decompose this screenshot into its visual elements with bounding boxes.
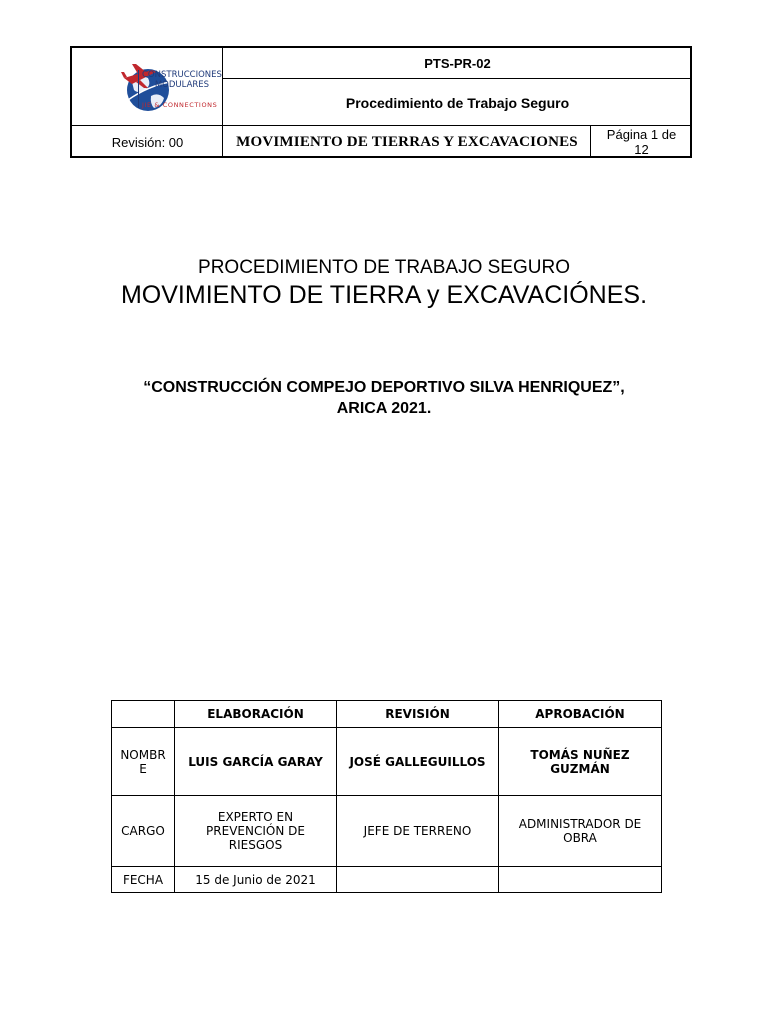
table-cell	[337, 867, 499, 893]
document-header	[70, 46, 692, 158]
header-divider	[72, 125, 692, 126]
cell-line: EXPERTO EN	[217, 810, 294, 824]
document-title-line2: MOVIMIENTO DE TIERRA y EXCAVACIÓNES.	[120, 281, 648, 309]
cell-line: OBRA	[563, 831, 597, 845]
row-label: FECHA	[112, 867, 175, 893]
document-code: PTS-PR-02	[424, 56, 491, 71]
logo-divider	[138, 70, 139, 108]
document-title-line1: PROCEDIMIENTO DE TRABAJO SEGURO	[198, 257, 570, 278]
row-label	[112, 728, 175, 796]
table-header-cell: ELABORACIÓN	[175, 701, 337, 728]
cell-line: GUZMÁN	[550, 761, 610, 776]
project-name	[60, 377, 708, 419]
table-cell	[175, 796, 337, 867]
header-divider	[590, 126, 591, 158]
procedure-name: Procedimiento de Trabajo Seguro	[345, 94, 570, 111]
row-label-line: E	[139, 761, 147, 776]
page-number-line2: 12	[634, 142, 649, 157]
logo-mark	[78, 60, 222, 116]
table-header-cell: APROBACIÓN	[499, 701, 662, 728]
table-cell: JEFE DE TERRENO	[337, 796, 499, 867]
cell-line: RIESGOS	[228, 838, 283, 852]
header-divider	[222, 48, 223, 158]
row-label-line: NOMBR	[120, 747, 166, 762]
table-row	[112, 701, 662, 728]
table-cell	[499, 867, 662, 893]
table-cell: 15 de Junio de 2021	[175, 867, 337, 893]
table-header-cell: REVISIÓN	[337, 701, 499, 728]
table-row	[112, 728, 662, 796]
project-name-line2: ARICA 2021.	[336, 400, 432, 417]
table-row	[112, 867, 662, 893]
logo-tagline: JIE & CONNECTIONS	[142, 101, 218, 109]
logo-name-line1: CONSTRUCCIONES	[142, 70, 222, 80]
approval-table	[111, 700, 662, 893]
header-divider	[223, 78, 692, 79]
cell-line: ADMINISTRADOR DE	[518, 817, 642, 831]
table-cell	[499, 728, 662, 796]
table-header-cell	[112, 701, 175, 728]
document-subject: MOVIMIENTO DE TIERRAS Y EXCAVACIONES	[236, 133, 578, 150]
logo-name-line2: MODULARES	[154, 80, 210, 90]
project-name-line1: “CONSTRUCCIÓN COMPEJO DEPORTIVO SILVA HENRIQUEZ”,	[143, 379, 625, 396]
company-logo	[72, 48, 223, 126]
page-number	[591, 126, 692, 158]
table-cell: LUIS GARCÍA GARAY	[175, 728, 337, 796]
table-cell	[499, 796, 662, 867]
revision-number: Revisión: 00	[111, 134, 184, 150]
table-row	[112, 796, 662, 867]
table-cell: JOSÉ GALLEGUILLOS	[337, 728, 499, 796]
cell-line: PREVENCIÓN DE	[206, 824, 305, 838]
logo-company-name	[142, 70, 222, 90]
cell-line: TOMÁS NUÑEZ	[530, 747, 630, 762]
page-number-line1: Página 1 de	[606, 127, 677, 142]
row-label: CARGO	[112, 796, 175, 867]
